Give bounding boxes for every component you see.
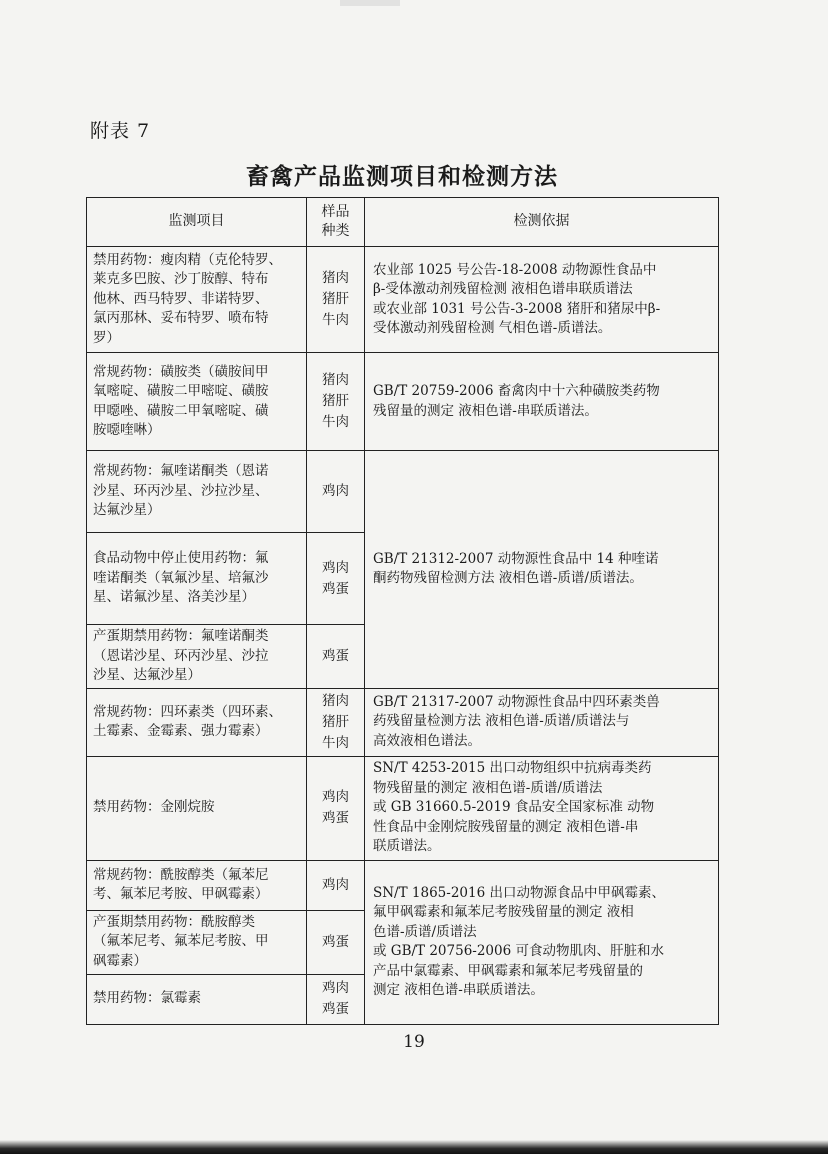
item-line: 沙星、环丙沙星、沙拉沙星、 xyxy=(93,482,269,499)
method-line: 或农业部 1031 号公告-3-2008 猪肝和猪尿中β- xyxy=(373,300,661,317)
sample-cell xyxy=(307,451,365,533)
table-row xyxy=(87,860,719,910)
method-line: GB/T 21317-2007 动物源性食品中四环素类兽 xyxy=(373,693,660,710)
item-line: 禁用药物：氯霉素 xyxy=(93,990,201,1007)
sample-line: 猪肝 xyxy=(322,291,349,307)
page-number: 19 xyxy=(403,1032,425,1052)
item-cell xyxy=(87,756,307,860)
method-line: SN/T 4253-2015 出口动物组织中抗病毒类药 xyxy=(373,760,652,777)
method-line: 物残留量的测定 液相色谱-质谱/质谱法 xyxy=(373,779,603,796)
method-line: GB/T 20759-2006 畜禽肉中十六种磺胺类药物 xyxy=(373,383,660,399)
header-sample-line: 样品 xyxy=(321,204,350,220)
sample-line: 鸡肉 xyxy=(322,876,349,893)
item-line: 甲噁唑、磺胺二甲氧嘧啶、磺 xyxy=(93,402,269,419)
item-line: 胺噁喹啉） xyxy=(93,422,161,438)
item-cell xyxy=(87,860,307,910)
table-header-row xyxy=(87,198,719,247)
item-cell xyxy=(87,974,307,1024)
sample-line: 鸡肉 xyxy=(322,483,349,499)
item-cell xyxy=(87,688,307,756)
method-cell xyxy=(365,247,719,353)
method-line: 测定 液相色谱-串联质谱法。 xyxy=(373,982,544,998)
appendix-label: 附表 7 xyxy=(90,120,151,142)
method-line: 高效液相色谱法。 xyxy=(373,732,481,749)
item-cell xyxy=(87,247,307,353)
item-cell xyxy=(87,910,307,974)
item-line: 达氟沙星） xyxy=(93,502,161,519)
table-row xyxy=(87,688,719,756)
scan-bottom-edge xyxy=(0,1140,828,1154)
method-line: 受体激动剂残留检测 气相色谱-质谱法。 xyxy=(373,320,612,336)
sample-line: 牛肉 xyxy=(322,312,349,328)
method-cell xyxy=(365,756,719,860)
method-cell xyxy=(365,860,719,1024)
sample-cell xyxy=(307,247,365,353)
item-line: 星、诺氟沙星、洛美沙星） xyxy=(93,589,255,606)
sample-cell xyxy=(307,860,365,910)
method-line: 残留量的测定 液相色谱-串联质谱法。 xyxy=(373,402,598,419)
sample-line: 猪肉 xyxy=(322,270,349,286)
sample-line: 牛肉 xyxy=(322,414,349,430)
item-line: （氟苯尼考、氟苯尼考胺、甲 xyxy=(93,933,269,950)
item-line: 罗） xyxy=(93,329,120,346)
method-cell xyxy=(365,688,719,756)
monitoring-table xyxy=(86,197,719,1025)
sample-line: 鸡蛋 xyxy=(322,810,349,826)
table-row xyxy=(87,451,719,533)
item-cell xyxy=(87,353,307,451)
method-line: 性食品中金刚烷胺残留量的测定 液相色谱-串 xyxy=(373,818,639,835)
sample-line: 猪肝 xyxy=(322,393,349,409)
item-line: 土霉素、金霉素、强力霉素） xyxy=(93,723,269,739)
scan-smudge xyxy=(340,0,400,6)
method-line: β-受体激动剂残留检测 液相色谱串联质谱法 xyxy=(373,281,633,297)
table-row xyxy=(87,756,719,860)
method-line: 色谱-质谱/质谱法 xyxy=(373,923,477,940)
sample-line: 鸡蛋 xyxy=(322,580,349,597)
method-line: 酮药物残留检测方法 液相色谱-质谱/质谱法。 xyxy=(373,570,643,587)
item-line: 禁用药物：瘦肉精（克伦特罗、 xyxy=(93,251,282,268)
sample-line: 鸡肉 xyxy=(322,559,349,576)
sample-line: 猪肉 xyxy=(322,692,349,709)
item-line: （恩诺沙星、环丙沙星、沙拉 xyxy=(93,647,269,664)
item-line: 氯丙那林、妥布特罗、喷布特 xyxy=(93,310,269,327)
item-line: 常规药物：酰胺醇类（氟苯尼 xyxy=(93,866,269,883)
sample-line: 鸡蛋 xyxy=(322,1001,349,1017)
header-item: 监测项目 xyxy=(87,198,307,247)
item-cell xyxy=(87,533,307,625)
table-row xyxy=(87,353,719,451)
sample-line: 鸡肉 xyxy=(322,789,349,805)
item-cell xyxy=(87,625,307,689)
item-line: 常规药物：氟喹诺酮类（恩诺 xyxy=(93,463,269,480)
method-line: 氟甲砜霉素和氟苯尼考胺残留量的测定 液相 xyxy=(373,904,634,920)
item-line: 莱克多巴胺、沙丁胺醇、特布 xyxy=(93,271,269,288)
item-line: 考、氟苯尼考胺、甲砜霉素） xyxy=(93,886,269,902)
sample-line: 猪肉 xyxy=(322,372,349,388)
item-line: 产蛋期禁用药物：酰胺醇类 xyxy=(93,913,255,930)
sample-line: 牛肉 xyxy=(322,734,349,751)
item-line: 禁用药物：金刚烷胺 xyxy=(93,799,215,816)
method-cell xyxy=(365,451,719,689)
item-line: 沙星、达氟沙星） xyxy=(93,667,201,683)
sample-cell xyxy=(307,756,365,860)
item-line: 砜霉素） xyxy=(93,952,147,969)
method-line: 联质谱法。 xyxy=(373,838,441,855)
method-line: 或 GB 31660.5-2019 食品安全国家标准 动物 xyxy=(373,799,655,816)
item-line: 氧嘧啶、磺胺二甲嘧啶、磺胺 xyxy=(93,383,269,399)
method-line: 产品中氯霉素、甲砜霉素和氟苯尼考残留量的 xyxy=(373,962,643,979)
item-cell xyxy=(87,451,307,533)
item-line: 常规药物：四环素类（四环素、 xyxy=(93,703,282,720)
sample-cell xyxy=(307,625,365,689)
sample-cell xyxy=(307,353,365,451)
sample-cell xyxy=(307,974,365,1024)
document-title: 畜禽产品监测项目和检测方法 xyxy=(246,163,558,190)
method-line: 农业部 1025 号公告-18-2008 动物源性食品中 xyxy=(373,261,657,278)
method-line: 或 GB/T 20756-2006 可食动物肌肉、肝脏和水 xyxy=(373,943,664,959)
sample-line: 鸡蛋 xyxy=(322,933,349,950)
item-line: 喹诺酮类（氧氟沙星、培氟沙 xyxy=(93,569,269,586)
method-line: SN/T 1865-2016 出口动物源食品中甲砜霉素、 xyxy=(373,884,665,901)
sample-line: 鸡蛋 xyxy=(322,647,349,664)
header-sample-line: 种类 xyxy=(321,223,350,239)
item-line: 常规药物：磺胺类（磺胺间甲 xyxy=(93,363,269,380)
item-line: 食品动物中停止使用药物：氟 xyxy=(93,550,269,567)
header-method: 检测依据 xyxy=(365,198,719,247)
sample-cell xyxy=(307,910,365,974)
sample-line: 猪肝 xyxy=(322,713,349,730)
item-line: 产蛋期禁用药物：氟喹诺酮类 xyxy=(93,628,269,644)
sample-cell xyxy=(307,688,365,756)
item-line: 他林、西马特罗、非诺特罗、 xyxy=(93,290,269,307)
method-cell xyxy=(365,353,719,451)
sample-line: 鸡肉 xyxy=(322,980,349,996)
sample-cell xyxy=(307,533,365,625)
table-row xyxy=(87,247,719,353)
header-sample xyxy=(307,198,365,247)
method-line: GB/T 21312-2007 动物源性食品中 14 种喹诺 xyxy=(373,550,659,567)
method-line: 药残留量检测方法 液相色谱-质谱/质谱法与 xyxy=(373,713,630,730)
